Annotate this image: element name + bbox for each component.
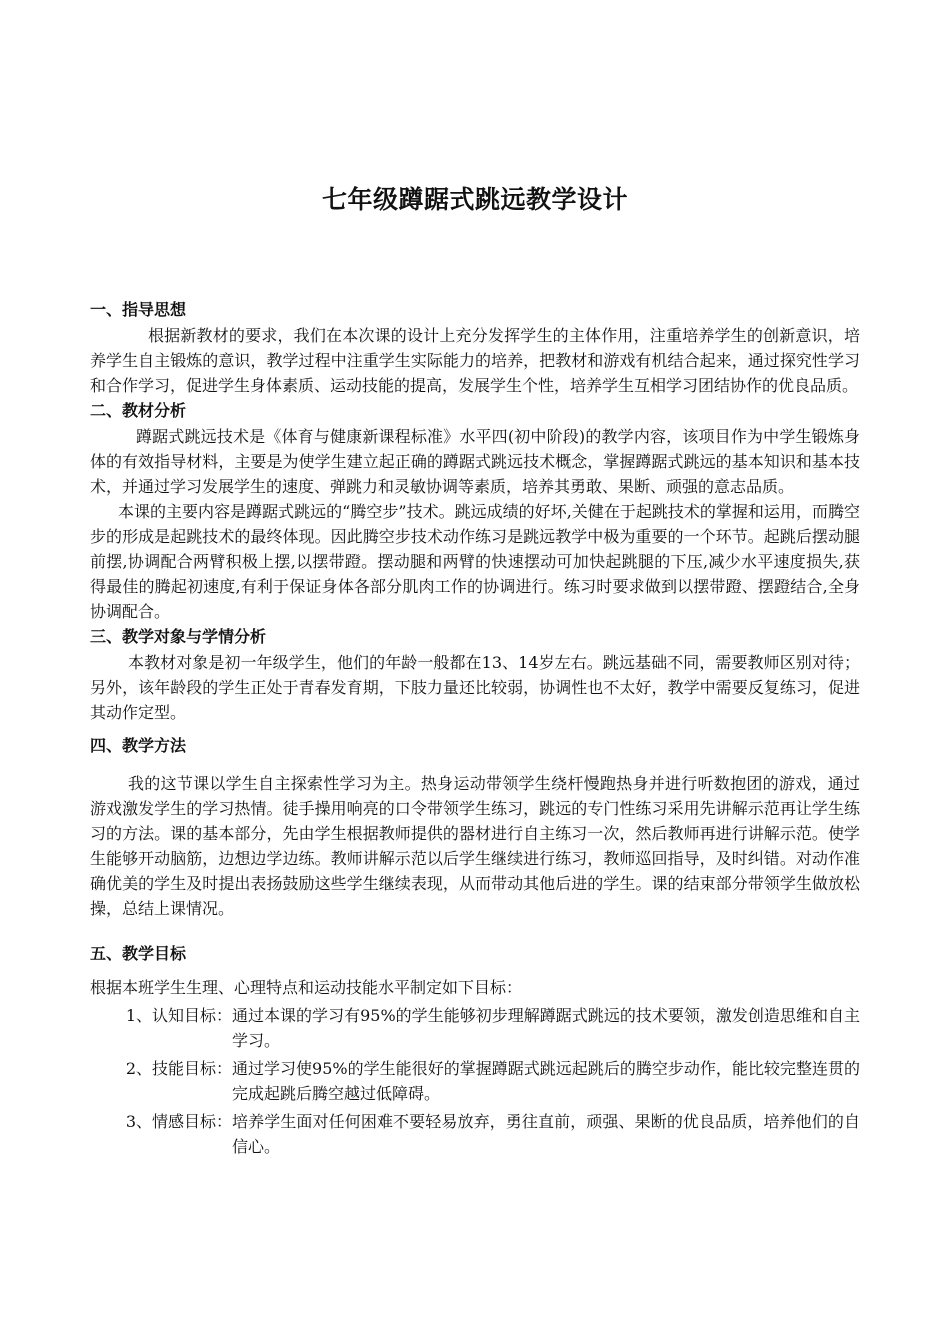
section-paragraph: 蹲踞式跳远技术是《体育与健康新课程标准》水平四(初中阶段)的教学内容，该项目作为中学生锻炼身体的有效指导材料，主要是为使学生建立起正确的蹲踞式跳远技术概念，掌握蹲踞式跳远的基本知识和基本技术，并通过学习发展学生的速度、弹跳力和灵敏协调等素质，培养其勇敢、果断、顽强的意志品质。 — [90, 427, 860, 496]
section-paragraph: 本教材对象是初一年级学生，他们的年龄一般都在13、14岁左右。跳远基础不同，需要教师区别对待；另外，该年龄段的学生正处于青春发育期，下肢力量还比较弱，协调性也不太好，教学中需要反复练习，促进其动作定型。 — [90, 653, 860, 722]
document-body — [90, 297, 860, 1159]
goal-label: 1、认知目标： — [125, 1006, 232, 1025]
document-title: 七年级蹲踞式跳远教学设计 — [321, 185, 628, 214]
goal-label: 2、技能目标： — [125, 1059, 232, 1078]
goal-text: 通过本课的学习有95%的学生能够初步理解蹲踞式跳远的技术要领，激发创造思维和自主学习。 — [232, 1006, 860, 1050]
section-heading-guiding-idea: 一、指导思想 — [90, 300, 187, 319]
goal-item — [90, 1109, 860, 1159]
goal-item — [90, 1056, 860, 1106]
section-heading-students: 三、教学对象与学情分析 — [90, 627, 267, 646]
section-paragraph: 本课的主要内容是蹲踞式跳远的“腾空步”技术。跳远成绩的好坏,关健在于起跳技术的掌握和运用，而腾空步的形成是起跳技术的最终体现。因此腾空步技术动作练习是跳远教学中极为重要的一个环节。起跳后摆动腿前摆,协调配合两臂积极上摆,以摆带蹬。摆动腿和两臂的快速摆动可加快起跳腿的下压,减少水平速度损失,获得最佳的腾起初速度,有利于保证身体各部分肌肉工作的协调进行。练习时要求做到以摆带蹬、摆蹬结合,全身协调配合。 — [90, 502, 860, 621]
goal-item — [90, 1003, 860, 1053]
goal-text: 培养学生面对任何困难不要轻易放弃，勇往直前，顽强、果断的优良品质，培养他们的自信心。 — [232, 1112, 860, 1156]
section-heading-methods: 四、教学方法 — [90, 736, 187, 755]
goal-text: 通过学习使95%的学生能很好的掌握蹲踞式跳远起跳后的腾空步动作，能比较完整连贯的完成起跳后腾空越过低障碍。 — [232, 1059, 860, 1103]
section-heading-goals: 五、教学目标 — [90, 944, 187, 963]
section-paragraph: 根据新教材的要求，我们在本次课的设计上充分发挥学生的主体作用，注重培养学生的创新意识，培养学生自主锻炼的意识，教学过程中注重学生实际能力的培养，把教材和游戏有机结合起来，通过探究性学习和合作学习，促进学生身体素质、运动技能的提高，发展学生个性，培养学生互相学习团结协作的优良品质。 — [90, 326, 860, 395]
goals-intro: 根据本班学生生理、心理特点和运动技能水平制定如下目标： — [90, 978, 523, 997]
section-heading-material-analysis: 二、教材分析 — [90, 401, 187, 420]
section-paragraph: 我的这节课以学生自主探索性学习为主。热身运动带领学生绕杆慢跑热身并进行听数抱团的游戏，通过游戏激发学生的学习热情。徒手操用响亮的口令带领学生练习，跳远的专门性练习采用先讲解示范再让学生练习的方法。课的基本部分，先由学生根据教师提供的器材进行自主练习一次，然后教师再进行讲解示范。使学生能够开动脑筋，边想边学边练。教师讲解示范以后学生继续进行练习，教师巡回指导，及时纠错。对动作准确优美的学生及时提出表扬鼓励这些学生继续表现，从而带动其他后进的学生。课的结束部分带领学生做放松操，总结上课情况。 — [90, 774, 860, 918]
goal-label: 3、情感目标： — [125, 1112, 232, 1131]
